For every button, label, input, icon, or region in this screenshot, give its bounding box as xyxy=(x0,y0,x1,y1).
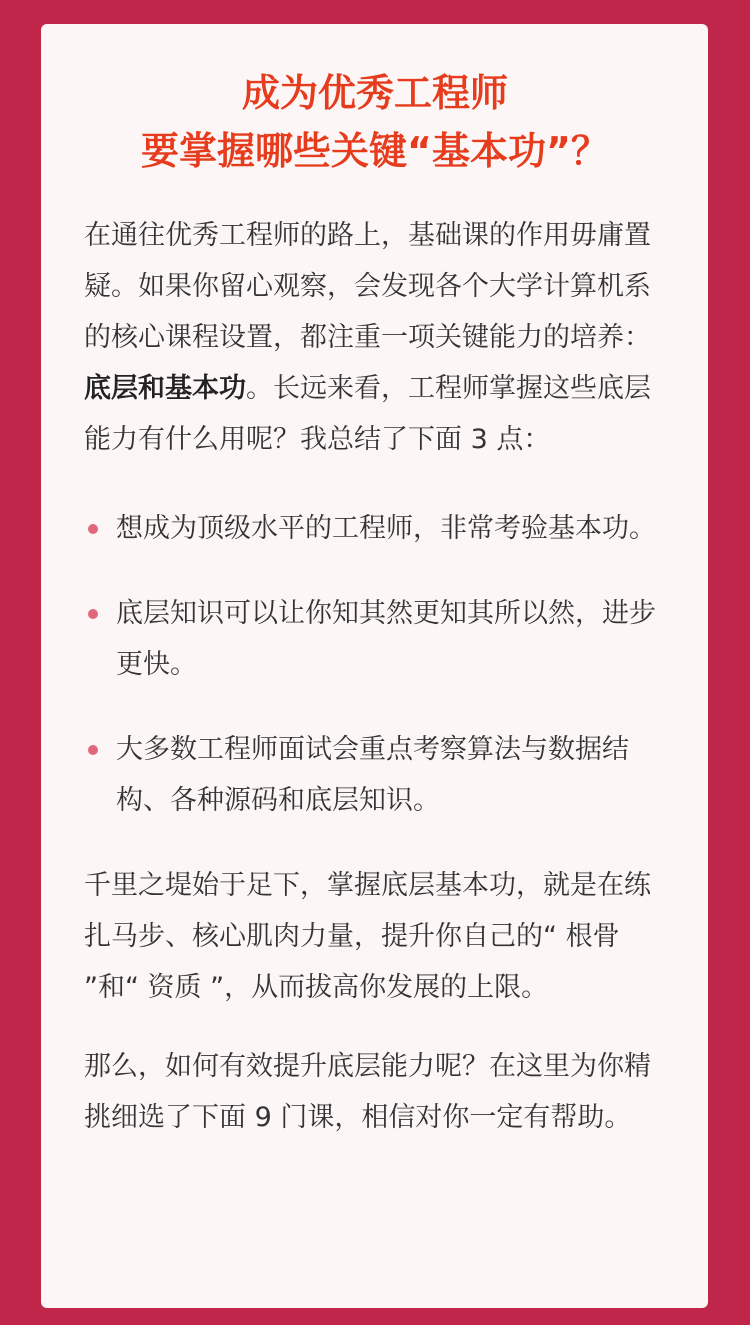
page-title xyxy=(84,64,666,180)
list-item xyxy=(84,588,666,690)
bullet-dot-icon xyxy=(88,745,98,755)
list-item-text: 大多数工程师面试会重点考察算法与数据结构、各种源码和底层知识。 xyxy=(116,734,629,816)
bullet-dot-icon xyxy=(88,524,98,534)
list-item-text: 想成为顶级水平的工程师，非常考验基本功。 xyxy=(116,513,656,544)
title-line-1: 成为优秀工程师 xyxy=(241,71,508,115)
title-line-2: 要掌握哪些关键“基本功”？ xyxy=(141,129,609,173)
bullet-dot-icon xyxy=(88,609,98,619)
intro-text-after: 。长远来看，工程师掌握这些底层能力有什么用呢？我总结了下面 3 点： xyxy=(84,373,651,455)
intro-text-before: 在通往优秀工程师的路上，基础课的作用毋庸置疑。如果你留心观察，会发现各个大学计算机系的核心课程设置，都注重一项关键能力的培养： xyxy=(84,220,651,353)
intro-bold-text: 底层和基本功 xyxy=(84,373,246,404)
list-item xyxy=(84,503,666,554)
intro-paragraph xyxy=(84,210,666,465)
paragraph-foundation: 千里之堤始于足下，掌握底层基本功，就是在练扎马步、核心肌肉力量，提升你自己的“ 根骨 ”和“ 资质 ”，从而拔高你发展的上限。 xyxy=(84,870,651,1003)
list-item xyxy=(84,724,666,826)
list-item-text: 底层知识可以让你知其然更知其所以然，进步更快。 xyxy=(116,598,656,680)
content-card xyxy=(41,24,708,1308)
paragraph-conclusion: 那么，如何有效提升底层能力呢？在这里为你精挑细选了下面 9 门课，相信对你一定有帮助。 xyxy=(84,1051,651,1133)
points-list xyxy=(84,503,666,826)
